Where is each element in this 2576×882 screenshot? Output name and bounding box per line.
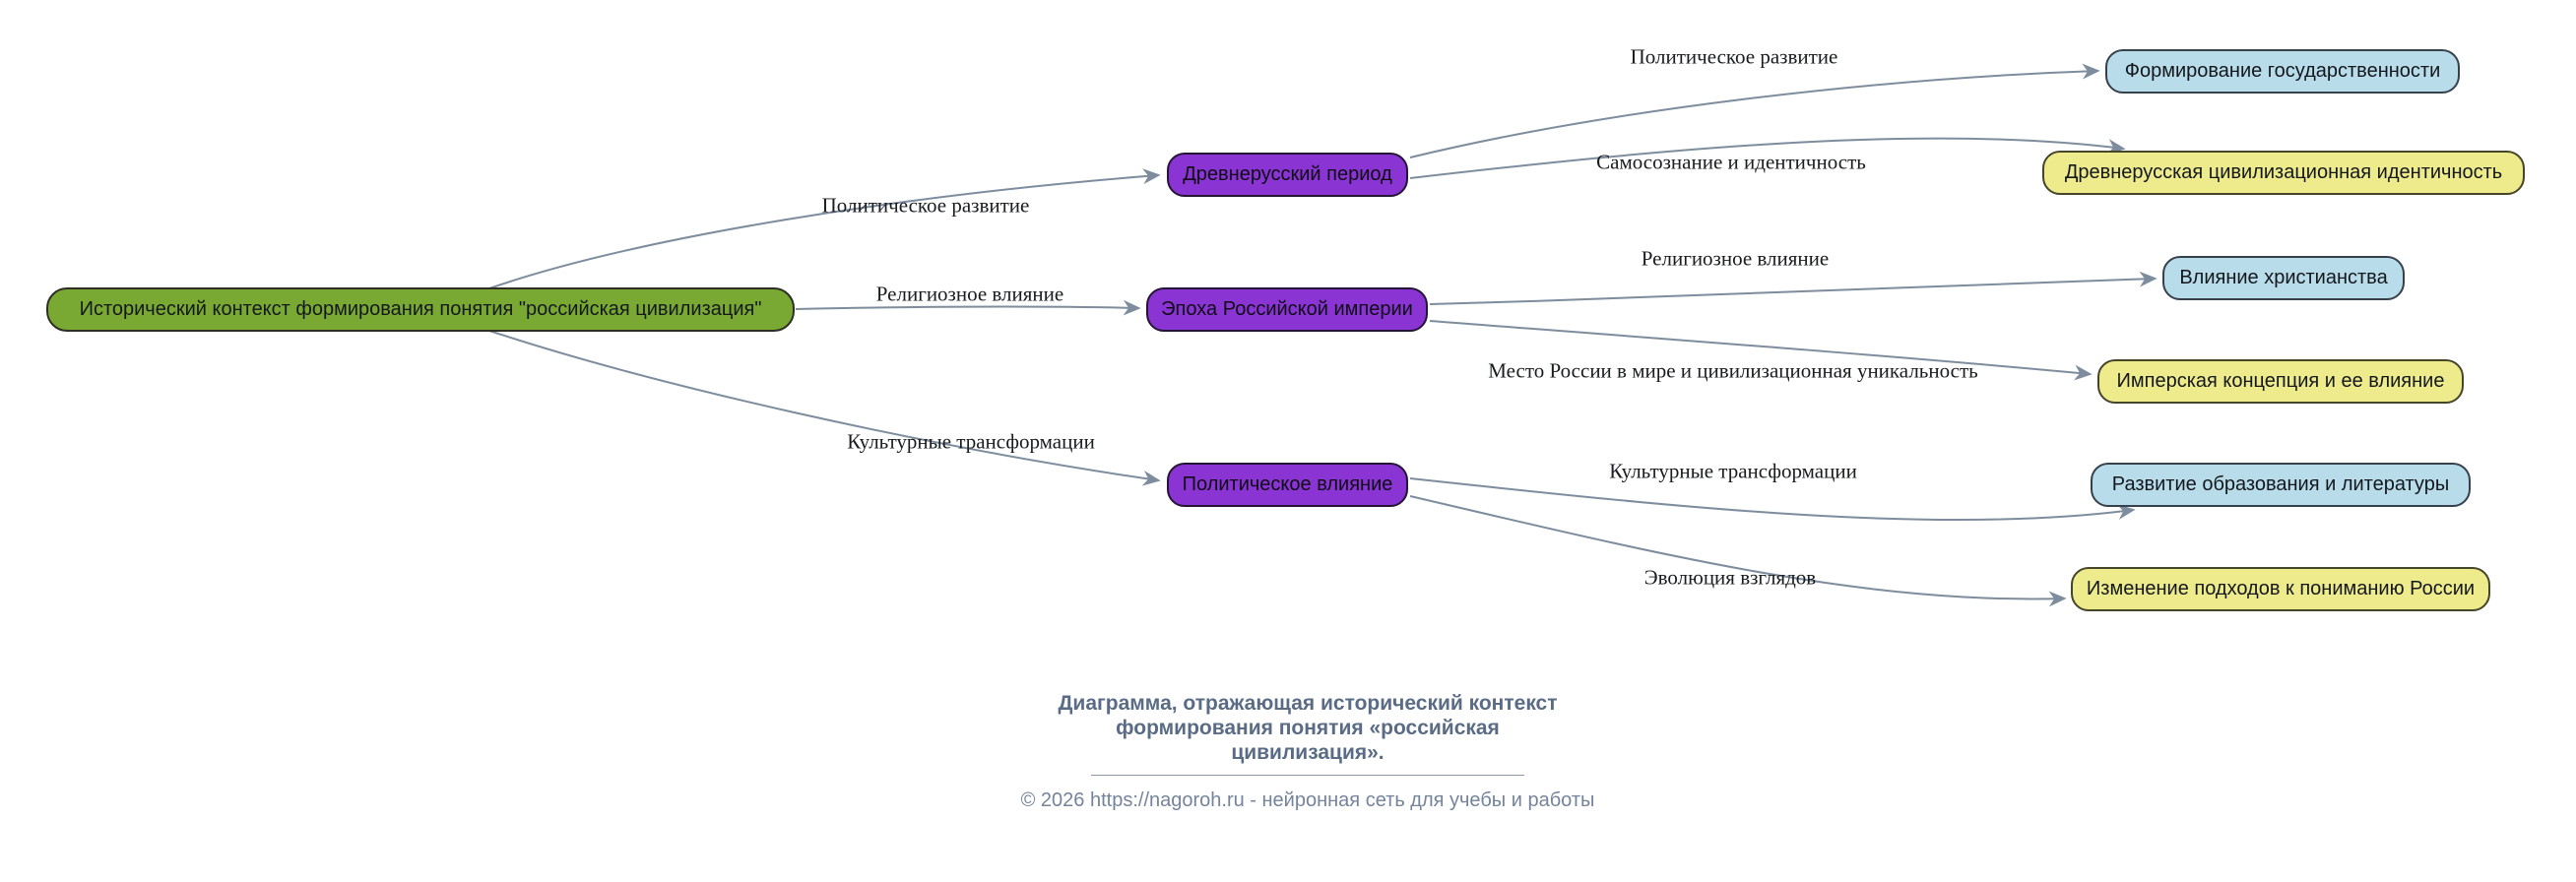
edge-label-religioznoe-vliyanie-left: Религиозное влияние <box>875 282 1064 306</box>
edge-politvliyanie-to-obrazovanie <box>1410 478 2133 520</box>
edge-label-mesto-rossii: Место России в мире и цивилизационная уникальность <box>1488 358 1978 383</box>
edge-root-to-imperiya <box>796 307 1138 309</box>
node-politicheskoe-vliyanie: Политическое влияние <box>1167 463 1408 507</box>
caption-divider <box>1091 775 1524 776</box>
edge-label-politicheskoe-razvitie-right: Политическое развитие <box>1630 44 1838 69</box>
node-razvitie-obrazovaniya: Развитие образования и литературы <box>2091 463 2471 507</box>
diagram-caption: Диаграмма, отражающая исторический контекст формирования понятия «российская цивилизация». <box>1058 692 1558 764</box>
edge-label-religioznoe-vliyanie-right: Религиозное влияние <box>1641 246 1830 271</box>
edge-label-samosoznanie-identichnost: Самосознание и идентичность <box>1596 150 1866 174</box>
edge-label-kulturnye-transformacii-right: Культурные трансформации <box>1609 459 1857 483</box>
copyright-footer: © 2026 https://nagoroh.ru - нейронная сеть для учебы и работы <box>1020 789 1595 811</box>
node-drevnerusskiy-period: Древнерусский период <box>1167 153 1408 197</box>
edge-imperiya-to-hristianstvo <box>1430 279 2155 304</box>
edge-label-kulturnye-transformacii-left: Культурные трансформации <box>847 429 1095 454</box>
node-drevnerusskaya-identichnost: Древнерусская цивилизационная идентичность <box>2042 151 2525 195</box>
node-vliyanie-hristianstva: Влияние христианства <box>2162 256 2405 300</box>
node-izmenenie-podhodov: Изменение подходов к пониманию России <box>2071 567 2490 611</box>
node-imperskaya-koncepciya: Имперская концепция и ее влияние <box>2097 359 2464 404</box>
edge-root-to-drevnerusskiy <box>489 175 1158 288</box>
edge-root-to-politvliyanie <box>489 331 1158 480</box>
caption-block <box>815 691 1800 812</box>
node-epoha-rossiyskoy-imperii: Эпоха Российской империи <box>1146 287 1428 332</box>
edge-label-evolyuciya-vzglyadov: Эволюция взглядов <box>1643 565 1817 590</box>
node-formirovanie-gosudarstvennosti: Формирование государственности <box>2105 49 2460 94</box>
edge-label-politicheskoe-razvitie-left: Политическое развитие <box>821 193 1030 218</box>
node-root: Исторический контекст формирования понятия "российская цивилизация" <box>46 287 795 332</box>
